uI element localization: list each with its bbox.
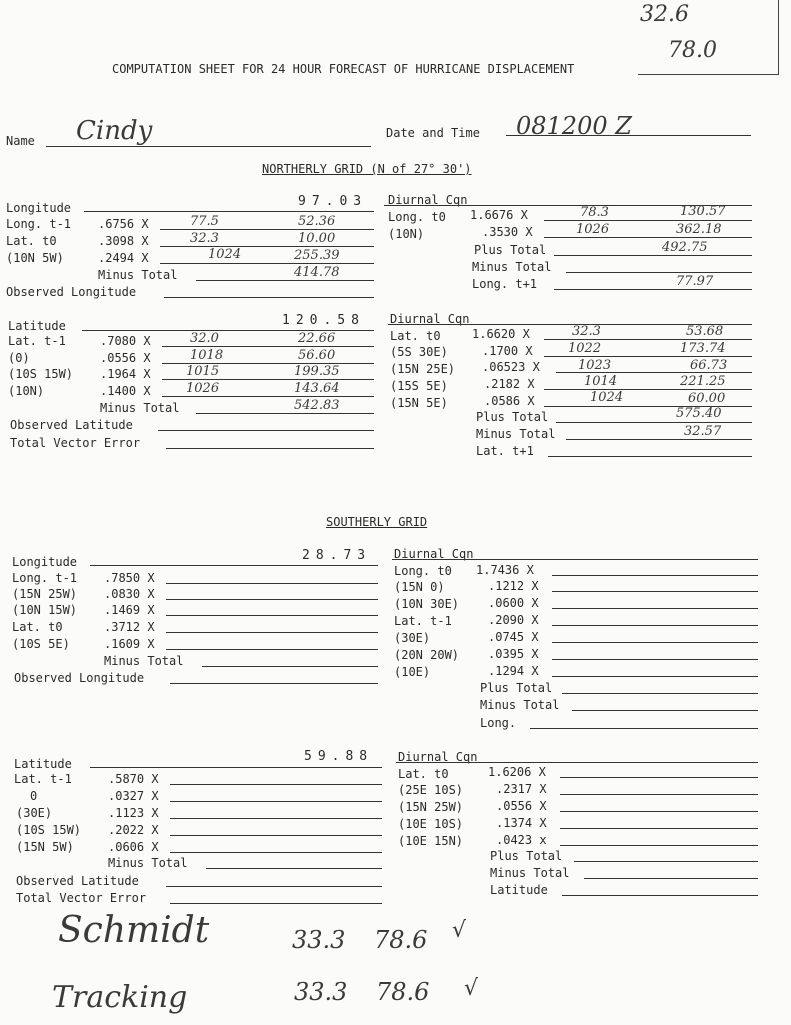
n-dlon-plus-value: 492.75 <box>662 240 708 255</box>
line <box>584 878 758 879</box>
s-lon-observed: Observed Longitude <box>14 671 145 685</box>
line <box>160 263 374 264</box>
n-lat-observed: Observed Latitude <box>10 418 133 432</box>
n-dlat-row-result: 60.00 <box>688 391 726 406</box>
n-lat-row-input: 1026 <box>186 381 220 396</box>
line <box>544 237 752 238</box>
line <box>196 413 374 414</box>
line <box>162 396 374 397</box>
line <box>170 683 378 684</box>
check-icon: √ <box>452 918 467 943</box>
line <box>170 818 382 819</box>
line <box>166 583 378 584</box>
line <box>574 861 758 862</box>
line <box>170 852 382 853</box>
n-dlat-row-result: 221.25 <box>680 374 726 389</box>
s-lat-error: Total Vector Error <box>16 891 147 905</box>
n-lat-minus-label: Minus Total <box>100 401 180 415</box>
line <box>170 784 382 785</box>
name-label: Name <box>6 134 35 148</box>
n-dlat-row-label: (15S 5E) <box>390 379 448 393</box>
n-lat-row-label: (10N) <box>8 384 45 398</box>
n-dlon-label: Diurnal Cqn <box>388 193 468 207</box>
line <box>162 346 374 347</box>
n-lat-row-label: (0) <box>8 351 30 365</box>
line <box>554 255 752 256</box>
s-dlon-row-label: (30E) <box>394 631 431 645</box>
line <box>544 356 752 357</box>
line <box>164 297 374 298</box>
s-dlat-plus-label: Plus Total <box>490 849 563 863</box>
line <box>548 456 752 457</box>
line <box>552 642 758 643</box>
s-lon-row-coef: .0830 X <box>104 587 155 601</box>
s-lon-row-coef: .7850 X <box>104 571 155 585</box>
line <box>560 794 758 795</box>
s-dlon-row-label: (10N 30E) <box>394 597 460 611</box>
n-dlon-final-value: 77.97 <box>676 274 714 289</box>
n-lat-const: 120.58 <box>282 313 365 328</box>
s-dlon-row-label: (10E) <box>394 665 431 679</box>
n-lat-row-result: 143.64 <box>294 381 340 396</box>
s-lon-minus-label: Minus Total <box>104 654 184 668</box>
n-lat-row-result: 22.66 <box>298 331 336 346</box>
line <box>166 649 378 650</box>
s-lat-const: 59.88 <box>304 749 374 764</box>
line <box>560 811 758 812</box>
n-lat-row-result: 199.35 <box>294 364 340 379</box>
s-dlon-row-label: (15N 0) <box>394 580 445 594</box>
s-dlon-row-coef: .1212 X <box>488 579 539 593</box>
s-dlat-label: Diurnal Cqn <box>398 750 478 764</box>
line <box>202 666 378 667</box>
line <box>166 886 382 887</box>
n-lon-row-input: 32.3 <box>190 231 219 246</box>
n-lat-minus-value: 542.83 <box>294 398 340 413</box>
s-dlon-minus-label: Minus Total <box>480 698 560 712</box>
n-dlon-row-label: Long. t0 <box>388 210 446 224</box>
s-lat-minus-label: Minus Total <box>108 856 188 870</box>
n-dlon-row-coef: 1.6676 X <box>470 208 528 222</box>
n-lon-row-result: 10.00 <box>298 231 336 246</box>
n-dlon-final-label: Long. t+1 <box>472 277 538 291</box>
n-lon-row-coef: .2494 X <box>98 251 149 265</box>
line <box>572 710 758 711</box>
n-dlon-minus-label: Minus Total <box>472 260 552 274</box>
line <box>206 868 382 869</box>
s-dlat-row-label: (25E 10S) <box>398 783 464 797</box>
n-lat-label: Latitude <box>8 319 66 333</box>
s-lon-row-label: Lat. t0 <box>12 620 63 634</box>
n-dlat-row-input: 32.3 <box>572 324 601 339</box>
line <box>166 599 378 600</box>
n-lon-label: Longitude <box>6 201 72 215</box>
line <box>544 389 752 390</box>
line <box>90 565 378 566</box>
n-lat-row-coef: .7080 X <box>100 334 151 348</box>
line <box>160 229 374 230</box>
line <box>544 339 752 340</box>
s-lat-row-label: (10S 15W) <box>16 823 82 837</box>
n-dlat-row-label: Lat. t0 <box>390 329 441 343</box>
n-dlat-row-coef: .06523 X <box>482 360 540 374</box>
s-lat-row-label: 0 <box>30 789 38 803</box>
s-dlon-row-coef: .0395 X <box>488 647 539 661</box>
n-lon-row-input: 77.5 <box>190 214 219 229</box>
line <box>396 762 758 763</box>
note-name: Schmidt <box>58 910 210 951</box>
n-dlat-plus-label: Plus Total <box>476 410 549 424</box>
line <box>562 693 758 694</box>
s-lat-row-coef: .5870 X <box>108 772 159 786</box>
note-lon: 78.6 <box>376 978 430 1006</box>
s-lon-const: 28.73 <box>302 548 372 563</box>
n-lat-row-input: 32.0 <box>190 331 219 346</box>
s-dlat-row-coef: .0423 x <box>496 833 547 847</box>
n-dlat-minus-label: Minus Total <box>476 427 556 441</box>
n-lat-row-coef: .1964 X <box>100 367 151 381</box>
line <box>560 828 758 829</box>
n-dlat-row-coef: .0586 X <box>484 394 535 408</box>
note-lat: 33.3 <box>292 926 346 954</box>
s-dlon-plus-label: Plus Total <box>480 681 553 695</box>
s-lon-label: Longitude <box>12 555 78 569</box>
s-dlon-row-coef: .1294 X <box>488 664 539 678</box>
line <box>552 608 758 609</box>
s-lon-row-label: (10N 15W) <box>12 603 78 617</box>
line <box>162 379 374 380</box>
s-lat-label: Latitude <box>14 757 72 771</box>
s-dlon-row-coef: 1.7436 X <box>476 563 534 577</box>
s-dlat-row-label: (15N 25W) <box>398 800 464 814</box>
n-dlat-final-label: Lat. t+1 <box>476 444 534 458</box>
s-dlon-row-label: Lat. t-1 <box>394 614 452 628</box>
n-dlat-row-input: 1024 <box>590 390 624 405</box>
n-lon-row-coef: .3098 X <box>98 234 149 248</box>
s-dlon-label: Diurnal Cqn <box>394 547 474 561</box>
datetime-label: Date and Time <box>386 126 480 140</box>
line <box>560 845 758 846</box>
line <box>170 903 382 904</box>
n-dlat-row-coef: .2182 X <box>484 377 535 391</box>
n-dlat-row-input: 1022 <box>568 341 602 356</box>
n-lon-row-label: (10N 5W) <box>6 251 64 265</box>
n-dlon-plus-label: Plus Total <box>474 243 547 257</box>
s-dlat-row-coef: .0556 X <box>496 799 547 813</box>
s-dlon-row-label: Long. t0 <box>394 564 452 578</box>
line <box>166 615 378 616</box>
s-lat-row-label: (15N 5W) <box>16 840 74 854</box>
n-dlat-row-result: 173.74 <box>680 341 726 356</box>
s-dlon-row-coef: .2090 X <box>488 613 539 627</box>
n-dlon-row-input: 1026 <box>576 222 610 237</box>
line <box>166 448 374 449</box>
southerly-heading: SOUTHERLY GRID <box>326 515 428 529</box>
s-lat-row-coef: .0606 X <box>108 840 159 854</box>
line <box>392 559 758 560</box>
s-dlon-row-coef: .0745 X <box>488 630 539 644</box>
line <box>562 895 758 896</box>
n-dlon-row-coef: .3530 X <box>482 225 533 239</box>
n-dlat-row-label: (5S 30E) <box>390 345 448 359</box>
line <box>566 439 752 440</box>
n-dlat-row-coef: .1700 X <box>482 344 533 358</box>
s-lon-row-label: Long. t-1 <box>12 571 78 585</box>
corner-lat: 32.6 <box>640 2 689 27</box>
n-dlat-row-result: 66.73 <box>690 358 728 373</box>
line <box>552 659 758 660</box>
s-lat-row-coef: .1123 X <box>108 806 159 820</box>
line <box>90 767 382 768</box>
n-lat-row-input: 1018 <box>190 348 224 363</box>
n-dlat-row-result: 53.68 <box>686 324 724 339</box>
n-lat-error: Total Vector Error <box>10 436 141 450</box>
note-lon: 78.6 <box>374 926 428 954</box>
n-dlon-row-result: 362.18 <box>676 222 722 237</box>
s-lat-row-coef: .0327 X <box>108 789 159 803</box>
s-dlat-row-label: (10E 15N) <box>398 834 464 848</box>
line <box>552 676 758 677</box>
n-dlat-plus-value: 575.40 <box>676 406 722 421</box>
s-dlat-final-label: Latitude <box>490 883 548 897</box>
line <box>160 246 374 247</box>
name-line <box>46 146 371 147</box>
n-dlon-row-result: 130.57 <box>680 204 726 219</box>
s-dlat-row-label: Lat. t0 <box>398 767 449 781</box>
line <box>566 272 752 273</box>
n-dlat-minus-value: 32.57 <box>684 424 722 439</box>
n-dlon-row-input: 78.3 <box>580 205 609 220</box>
n-lon-row-label: Lat. t0 <box>6 234 57 248</box>
s-lon-row-label: (10S 5E) <box>12 637 70 651</box>
n-dlon-row-label: (10N) <box>388 227 425 241</box>
n-lon-row-coef: .6756 X <box>98 217 149 231</box>
s-lon-row-coef: .3712 X <box>104 620 155 634</box>
n-lon-minus-label: Minus Total <box>98 268 178 282</box>
s-dlon-row-label: (20N 20W) <box>394 648 460 662</box>
line <box>560 777 758 778</box>
note-lat: 33.3 <box>294 978 348 1006</box>
n-lat-row-result: 56.60 <box>298 348 336 363</box>
n-dlat-label: Diurnal Cqn <box>390 312 470 326</box>
line <box>552 625 758 626</box>
s-dlat-row-coef: .1374 X <box>496 816 547 830</box>
s-dlat-row-coef: .2317 X <box>496 782 547 796</box>
n-lon-const: 97.03 <box>298 194 368 209</box>
s-lat-row-coef: .2022 X <box>108 823 159 837</box>
sheet-title: COMPUTATION SHEET FOR 24 HOUR FORECAST OF HURRICANE DISPLACEMENT <box>112 62 575 76</box>
northerly-heading: NORTHERLY GRID (N of 27° 30') <box>262 162 472 176</box>
line <box>196 280 374 281</box>
datetime-value: 081200 Z <box>516 112 632 140</box>
line <box>170 835 382 836</box>
n-dlat-row-input: 1023 <box>578 358 612 373</box>
s-lon-row-coef: .1609 X <box>104 637 155 651</box>
line <box>556 422 752 423</box>
n-lat-row-coef: .0556 X <box>100 351 151 365</box>
line <box>552 575 758 576</box>
line <box>170 801 382 802</box>
n-lat-row-coef: .1400 X <box>100 384 151 398</box>
s-dlat-row-coef: 1.6206 X <box>488 765 546 779</box>
n-lon-row-input: 1024 <box>208 247 242 262</box>
s-lon-row-label: (15N 25W) <box>12 587 78 601</box>
n-lat-row-label: (10S 15W) <box>8 367 74 381</box>
line <box>530 728 758 729</box>
n-dlat-row-label: (15N 5E) <box>390 396 448 410</box>
s-dlon-row-coef: .0600 X <box>488 596 539 610</box>
line <box>544 220 752 221</box>
s-lat-row-label: (30E) <box>16 806 53 820</box>
s-lat-row-label: Lat. t-1 <box>14 772 72 786</box>
n-lat-row-input: 1015 <box>186 364 220 379</box>
n-lon-row-result: 52.36 <box>298 214 336 229</box>
s-dlon-final-label: Long. <box>480 716 517 730</box>
n-lon-observed: Observed Longitude <box>6 285 137 299</box>
n-lat-row-label: Lat. t-1 <box>8 334 66 348</box>
n-dlat-row-input: 1014 <box>584 374 618 389</box>
line <box>552 591 758 592</box>
line <box>554 289 752 290</box>
line <box>158 430 374 431</box>
s-lat-observed: Observed Latitude <box>16 874 139 888</box>
s-dlat-minus-label: Minus Total <box>490 866 570 880</box>
s-dlat-row-label: (10E 10S) <box>398 817 464 831</box>
check-icon: √ <box>464 976 479 1001</box>
note-name: Tracking <box>52 980 188 1015</box>
line <box>84 211 374 212</box>
n-lon-minus-value: 414.78 <box>294 265 340 280</box>
s-lon-row-coef: .1469 X <box>104 603 155 617</box>
line <box>166 632 378 633</box>
n-lon-row-result: 255.39 <box>294 248 340 263</box>
n-dlat-row-coef: 1.6620 X <box>472 327 530 341</box>
name-value: Cindy <box>76 116 153 146</box>
corner-lon: 78.0 <box>668 38 717 63</box>
n-lon-row-label: Long. t-1 <box>6 217 72 231</box>
n-dlat-row-label: (15N 25E) <box>390 362 456 376</box>
